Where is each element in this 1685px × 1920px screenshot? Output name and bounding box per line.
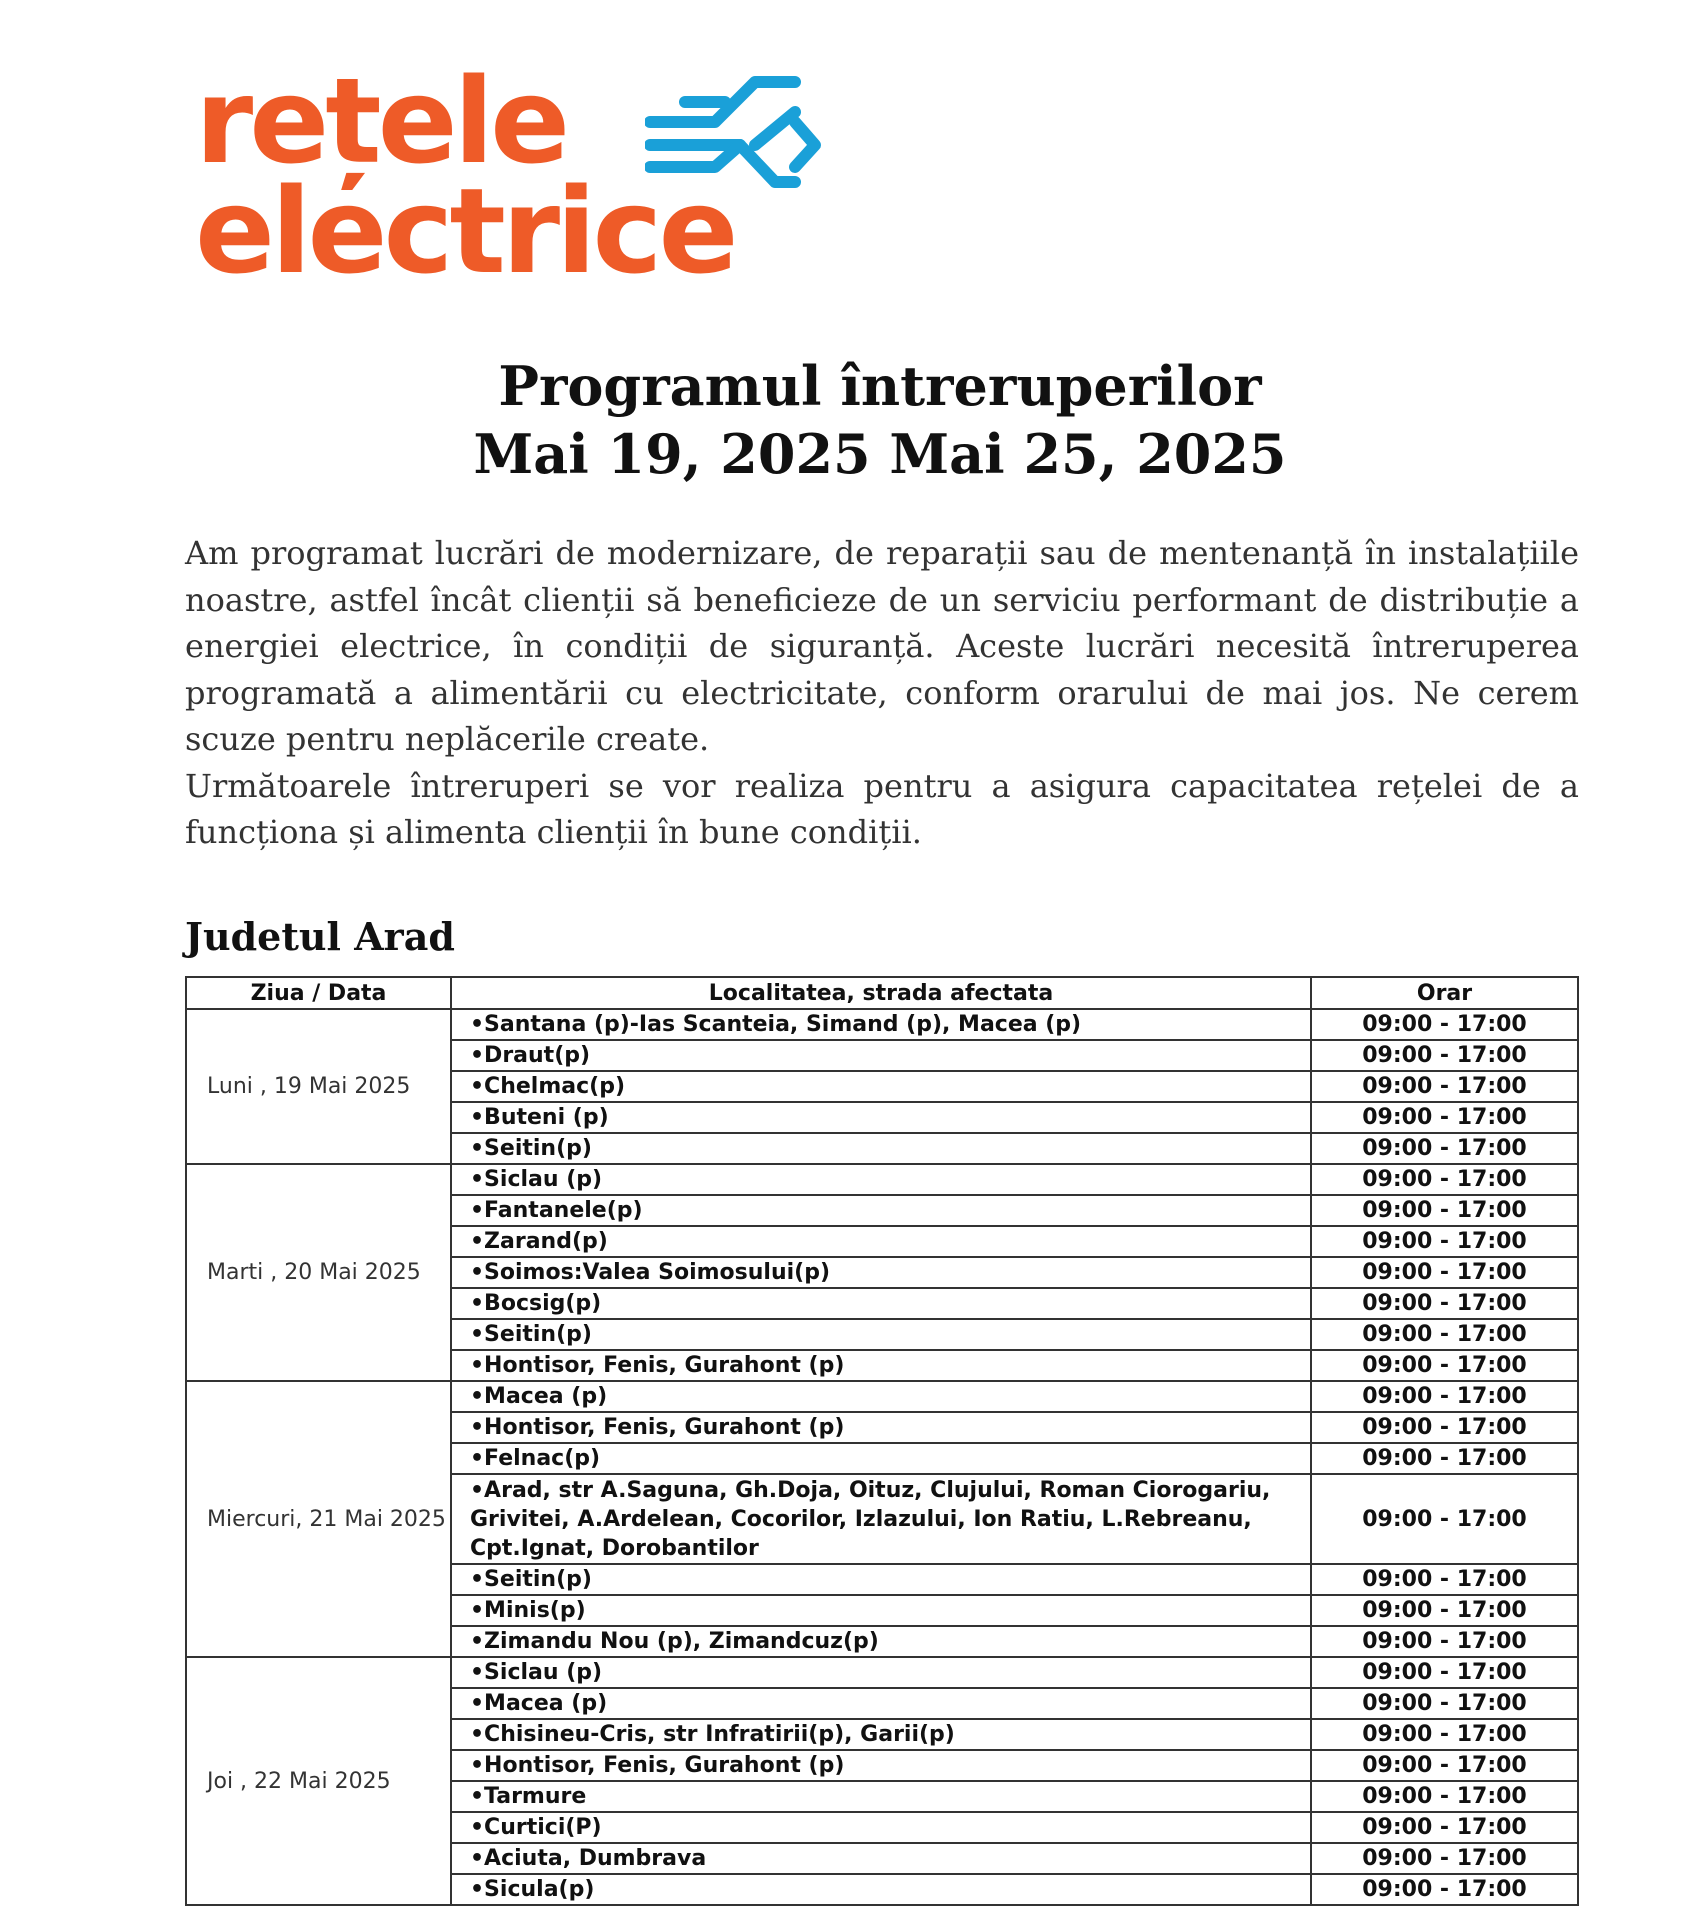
time-cell: 09:00 - 17:00 (1311, 1226, 1578, 1257)
time-cell: 09:00 - 17:00 (1311, 1102, 1578, 1133)
table-row (186, 1009, 1578, 1040)
time-cell: 09:00 - 17:00 (1311, 1688, 1578, 1719)
table-row (186, 1657, 1578, 1688)
time-cell: 09:00 - 17:00 (1311, 1319, 1578, 1350)
time-cell: 09:00 - 17:00 (1311, 1195, 1578, 1226)
schedule-body (186, 1009, 1578, 1905)
retele-electrice-logo (195, 52, 835, 302)
day-cell: Joi , 22 Mai 2025 (186, 1657, 451, 1905)
time-cell: 09:00 - 17:00 (1311, 1595, 1578, 1626)
time-cell: 09:00 - 17:00 (1311, 1626, 1578, 1657)
location-cell: •Fantanele(p) (451, 1195, 1311, 1226)
location-cell: •Buteni (p) (451, 1102, 1311, 1133)
county-heading: Judetul Arad (185, 914, 455, 959)
location-cell: •Seitin(p) (451, 1564, 1311, 1595)
time-cell: 09:00 - 17:00 (1311, 1719, 1578, 1750)
time-cell: 09:00 - 17:00 (1311, 1133, 1578, 1164)
header-day: Ziua / Data (186, 977, 451, 1009)
intro-paragraph-1: Am programat lucrări de modernizare, de reparații sau de mentenanță în instalațiile noastre, astfel încât clienții să beneficieze de un serviciu performant de distribuție a energiei electrice, în condiții de siguranță. Aceste lucrări necesită întreruperea programată a alimentării cu electricitate, conform orarului de mai jos. Ne cerem scuze pentru neplăcerile create. (185, 534, 1579, 758)
logo-word-electrice: electrice (195, 162, 735, 300)
time-cell: 09:00 - 17:00 (1311, 1071, 1578, 1102)
location-cell: •Seitin(p) (451, 1133, 1311, 1164)
day-cell: Miercuri, 21 Mai 2025 (186, 1381, 451, 1657)
time-cell: 09:00 - 17:00 (1311, 1288, 1578, 1319)
time-cell: 09:00 - 17:00 (1311, 1040, 1578, 1071)
table-row (186, 1164, 1578, 1195)
location-cell: •Macea (p) (451, 1381, 1311, 1412)
location-cell: •Arad, str A.Saguna, Gh.Doja, Oituz, Clujului, Roman Ciorogariu, Grivitei, A.Ardelean, Cocorilor, Izlazului, Ion Ratiu, L.Rebreanu, Cpt.Ignat, Dorobantilor (451, 1474, 1311, 1564)
location-cell: •Chisineu-Cris, str Infratirii(p), Garii(p) (451, 1719, 1311, 1750)
time-cell: 09:00 - 17:00 (1311, 1657, 1578, 1688)
location-cell: •Hontisor, Fenis, Gurahont (p) (451, 1350, 1311, 1381)
location-cell: •Macea (p) (451, 1688, 1311, 1719)
time-cell: 09:00 - 17:00 (1311, 1843, 1578, 1874)
time-cell: 09:00 - 17:00 (1311, 1812, 1578, 1843)
day-cell: Luni , 19 Mai 2025 (186, 1009, 451, 1164)
location-cell: •Aciuta, Dumbrava (451, 1843, 1311, 1874)
location-cell: •Sicula(p) (451, 1874, 1311, 1905)
time-cell: 09:00 - 17:00 (1311, 1257, 1578, 1288)
location-cell: •Seitin(p) (451, 1319, 1311, 1350)
logo-word-retele: rețele (195, 52, 567, 190)
document-title: Programul întreruperilor (498, 354, 1262, 418)
time-cell: 09:00 - 17:00 (1311, 1781, 1578, 1812)
location-cell: •Draut(p) (451, 1040, 1311, 1071)
location-cell: •Siclau (p) (451, 1164, 1311, 1195)
location-cell: •Siclau (p) (451, 1657, 1311, 1688)
outage-schedule-table (185, 976, 1579, 1906)
time-cell: 09:00 - 17:00 (1311, 1750, 1578, 1781)
location-cell: •Curtici(P) (451, 1812, 1311, 1843)
logo-circuit-icon (645, 67, 825, 197)
location-cell: •Soimos:Valea Soimosului(p) (451, 1257, 1311, 1288)
time-cell: 09:00 - 17:00 (1311, 1874, 1578, 1905)
location-cell: •Bocsig(p) (451, 1288, 1311, 1319)
location-cell: •Tarmure (451, 1781, 1311, 1812)
header-time: Orar (1311, 977, 1578, 1009)
time-cell: 09:00 - 17:00 (1311, 1474, 1578, 1564)
day-cell: Marti , 20 Mai 2025 (186, 1164, 451, 1381)
location-cell: •Santana (p)-Ias Scanteia, Simand (p), Macea (p) (451, 1009, 1311, 1040)
time-cell: 09:00 - 17:00 (1311, 1350, 1578, 1381)
location-cell: •Hontisor, Fenis, Gurahont (p) (451, 1750, 1311, 1781)
location-cell: •Hontisor, Fenis, Gurahont (p) (451, 1412, 1311, 1443)
date-range-title: Mai 19, 2025 Mai 25, 2025 (473, 422, 1287, 486)
intro-paragraph-2: Următoarele întreruperi se vor realiza pentru a asigura capacitatea rețelei de a funcționa și alimenta clienții în bune condiții. (185, 766, 1579, 851)
table-row (186, 1381, 1578, 1412)
time-cell: 09:00 - 17:00 (1311, 1443, 1578, 1474)
time-cell: 09:00 - 17:00 (1311, 1564, 1578, 1595)
location-cell: •Felnac(p) (451, 1443, 1311, 1474)
location-cell: •Minis(p) (451, 1595, 1311, 1626)
time-cell: 09:00 - 17:00 (1311, 1412, 1578, 1443)
intro-text (185, 530, 1579, 856)
time-cell: 09:00 - 17:00 (1311, 1164, 1578, 1195)
location-cell: •Zimandu Nou (p), Zimandcuz(p) (451, 1626, 1311, 1657)
header-location: Localitatea, strada afectata (451, 977, 1311, 1009)
location-cell: •Chelmac(p) (451, 1071, 1311, 1102)
table-header-row (186, 977, 1578, 1009)
time-cell: 09:00 - 17:00 (1311, 1009, 1578, 1040)
time-cell: 09:00 - 17:00 (1311, 1381, 1578, 1412)
location-cell: •Zarand(p) (451, 1226, 1311, 1257)
